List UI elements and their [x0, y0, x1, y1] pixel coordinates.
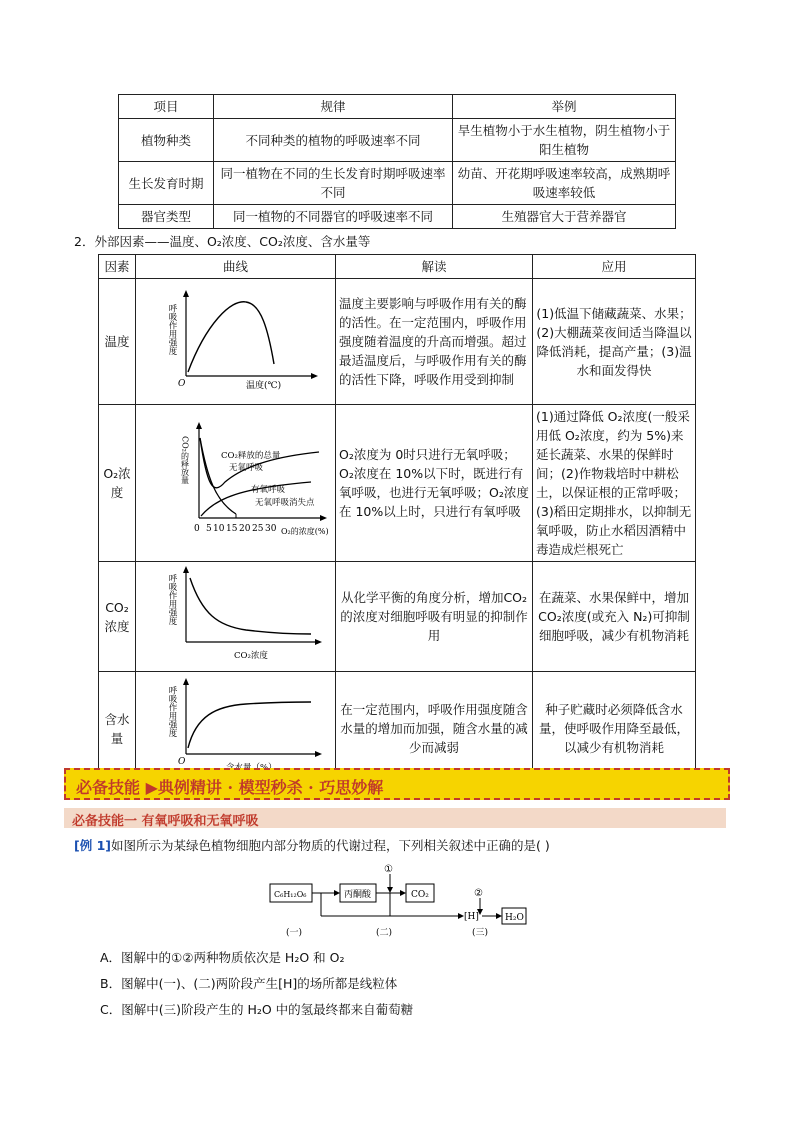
option-b: B．图解中(一)、(二)两阶段产生[H]的场所都是线粒体	[100, 976, 398, 991]
application-cell: (1)低温下储藏蔬菜、水果；(2)大棚蔬菜夜间适当降温以降低消耗，提高产量；(3)温水和面发得快	[533, 279, 696, 405]
reading-cell: 从化学平衡的角度分析，增加CO₂的浓度对细胞呼吸有明显的抑制作用	[336, 562, 533, 672]
curve-label: CO₂释放的总量	[220, 450, 280, 461]
curve-label: 无氧呼吸消失点	[254, 497, 315, 508]
graph-cell	[136, 562, 336, 672]
h-label: [H]	[464, 912, 479, 922]
y-axis-label: CO₂的释放量	[180, 435, 189, 484]
metabolism-diagram	[266, 858, 536, 940]
glucose-label: C₆H₁₂O₆	[274, 890, 307, 899]
table-cell: 生长发育时期	[119, 162, 214, 205]
table-cell: 不同种类的植物的呼吸速率不同	[214, 119, 453, 162]
option-c: C．图解中(三)阶段产生的 H₂O 中的氢最终都来自葡萄糖	[100, 1002, 414, 1017]
factor-cell: 含水量	[99, 672, 136, 786]
temperature-graph	[146, 284, 326, 394]
stage-1-label: (一)	[286, 928, 303, 938]
banner-text: 必备技能 ▶典例精讲 · 模型秒杀 · 巧思妙解	[76, 778, 384, 797]
tick-label: 15	[225, 523, 237, 534]
table-header: 举例	[453, 95, 676, 119]
o2-concentration-graph	[141, 416, 331, 546]
pyruvate-label: 丙酮酸	[344, 890, 372, 900]
section-title: 2．外部因素——温度、O₂浓度、CO₂浓度、含水量等	[74, 234, 371, 249]
table-header: 解读	[336, 255, 533, 279]
table-cell: 同一植物的不同器官的呼吸速率不同	[214, 205, 453, 229]
factor-cell: O₂浓度	[99, 405, 136, 562]
reading-cell: O₂浓度为 0时只进行无氧呼吸；O₂浓度在 10%以下时，既进行有氧呼吸，也进行无氧呼吸；O₂浓度在 10%以上时，只进行有氧呼吸	[336, 405, 533, 562]
marker-1: ①	[384, 864, 393, 875]
stage-2-label: (二)	[376, 928, 393, 938]
table-cell: 旱生植物小于水生植物，阴生植物小于阳生植物	[453, 119, 676, 162]
curve-label: 有氧呼吸	[250, 484, 285, 495]
example-text: 如图所示为某绿色植物细胞内部分物质的代谢过程，下列相关叙述中正确的是( )	[110, 838, 550, 853]
y-axis-label: 呼吸作用强度	[166, 574, 177, 625]
table-header: 因素	[99, 255, 136, 279]
tick-label: 25	[251, 523, 263, 534]
h2o-label: H₂O	[505, 913, 524, 923]
y-axis-label: 呼吸作用强度	[166, 304, 177, 355]
factor-table-external	[98, 254, 696, 786]
application-cell: (1)通过降低 O₂浓度(一般采用低 O₂浓度，约为 5%)来延长蔬菜、水果的保鲜时间；(2)作物栽培时中耕松土，以保证根的正常呼吸；(3)稻田定期排水，以抑制无氧呼吸，防止水稻因酒精中毒造成烂根死亡	[533, 405, 696, 562]
table-header: 规律	[214, 95, 453, 119]
stage-3-label: (三)	[472, 928, 489, 938]
curve-label: 无氧呼吸	[228, 462, 263, 473]
factor-cell: CO₂浓度	[99, 562, 136, 672]
co2-label: CO₂	[411, 890, 429, 900]
x-axis-label: O₂的浓度(%)	[280, 526, 329, 536]
table-header: 曲线	[136, 255, 336, 279]
skills-banner	[64, 768, 730, 800]
water-content-graph	[146, 676, 326, 776]
factor-table-internal	[118, 94, 676, 229]
section-subheading	[64, 808, 726, 828]
tick-label: 20	[238, 523, 250, 534]
table-header: 应用	[533, 255, 696, 279]
tick-label: 10	[212, 523, 224, 534]
tick-label: 5	[205, 523, 212, 534]
graph-cell	[136, 405, 336, 562]
table-cell: 器官类型	[119, 205, 214, 229]
x-axis-label: 温度(℃)	[245, 381, 281, 391]
option-a: A．图解中的①②两种物质依次是 H₂O 和 O₂	[100, 950, 345, 965]
table-cell: 幼苗、开花期呼吸速率较高，成熟期呼吸速率较低	[453, 162, 676, 205]
table-cell: 生殖器官大于营养器官	[453, 205, 676, 229]
marker-2: ②	[474, 888, 483, 899]
origin-label: O	[177, 757, 185, 767]
table-cell: 植物种类	[119, 119, 214, 162]
subheading-text: 必备技能一 有氧呼吸和无氧呼吸	[72, 814, 259, 829]
table-header: 项目	[119, 95, 214, 119]
example-question	[74, 836, 550, 854]
application-cell: 在蔬菜、水果保鲜中，增加CO₂浓度(或充入 N₂)可抑制细胞呼吸，减少有机物消耗	[533, 562, 696, 672]
x-axis-label: CO₂浓度	[233, 651, 268, 661]
table-cell: 同一植物在不同的生长发育时期呼吸速率不同	[214, 162, 453, 205]
origin-label: O	[177, 379, 185, 389]
co2-concentration-graph	[146, 564, 326, 664]
tick-label: 30	[264, 523, 276, 534]
origin-label: 0	[193, 523, 200, 534]
factor-cell: 温度	[99, 279, 136, 405]
reading-cell: 温度主要影响与呼吸作用有关的酶的活性。在一定范围内，呼吸作用强度随着温度的升高而增强。超过最适温度后，与呼吸作用有关的酶的活性下降，呼吸作用受到抑制	[336, 279, 533, 405]
example-tag: [例 1]	[74, 838, 111, 853]
graph-cell	[136, 279, 336, 405]
y-axis-label: 呼吸作用强度	[166, 686, 177, 737]
reading-cell: 在一定范围内，呼吸作用强度随含水量的增加而加强，随含水量的减少而减弱	[336, 672, 533, 786]
application-cell: 种子贮藏时必须降低含水量，使呼吸作用降至最低，以减少有机物消耗	[533, 672, 696, 786]
